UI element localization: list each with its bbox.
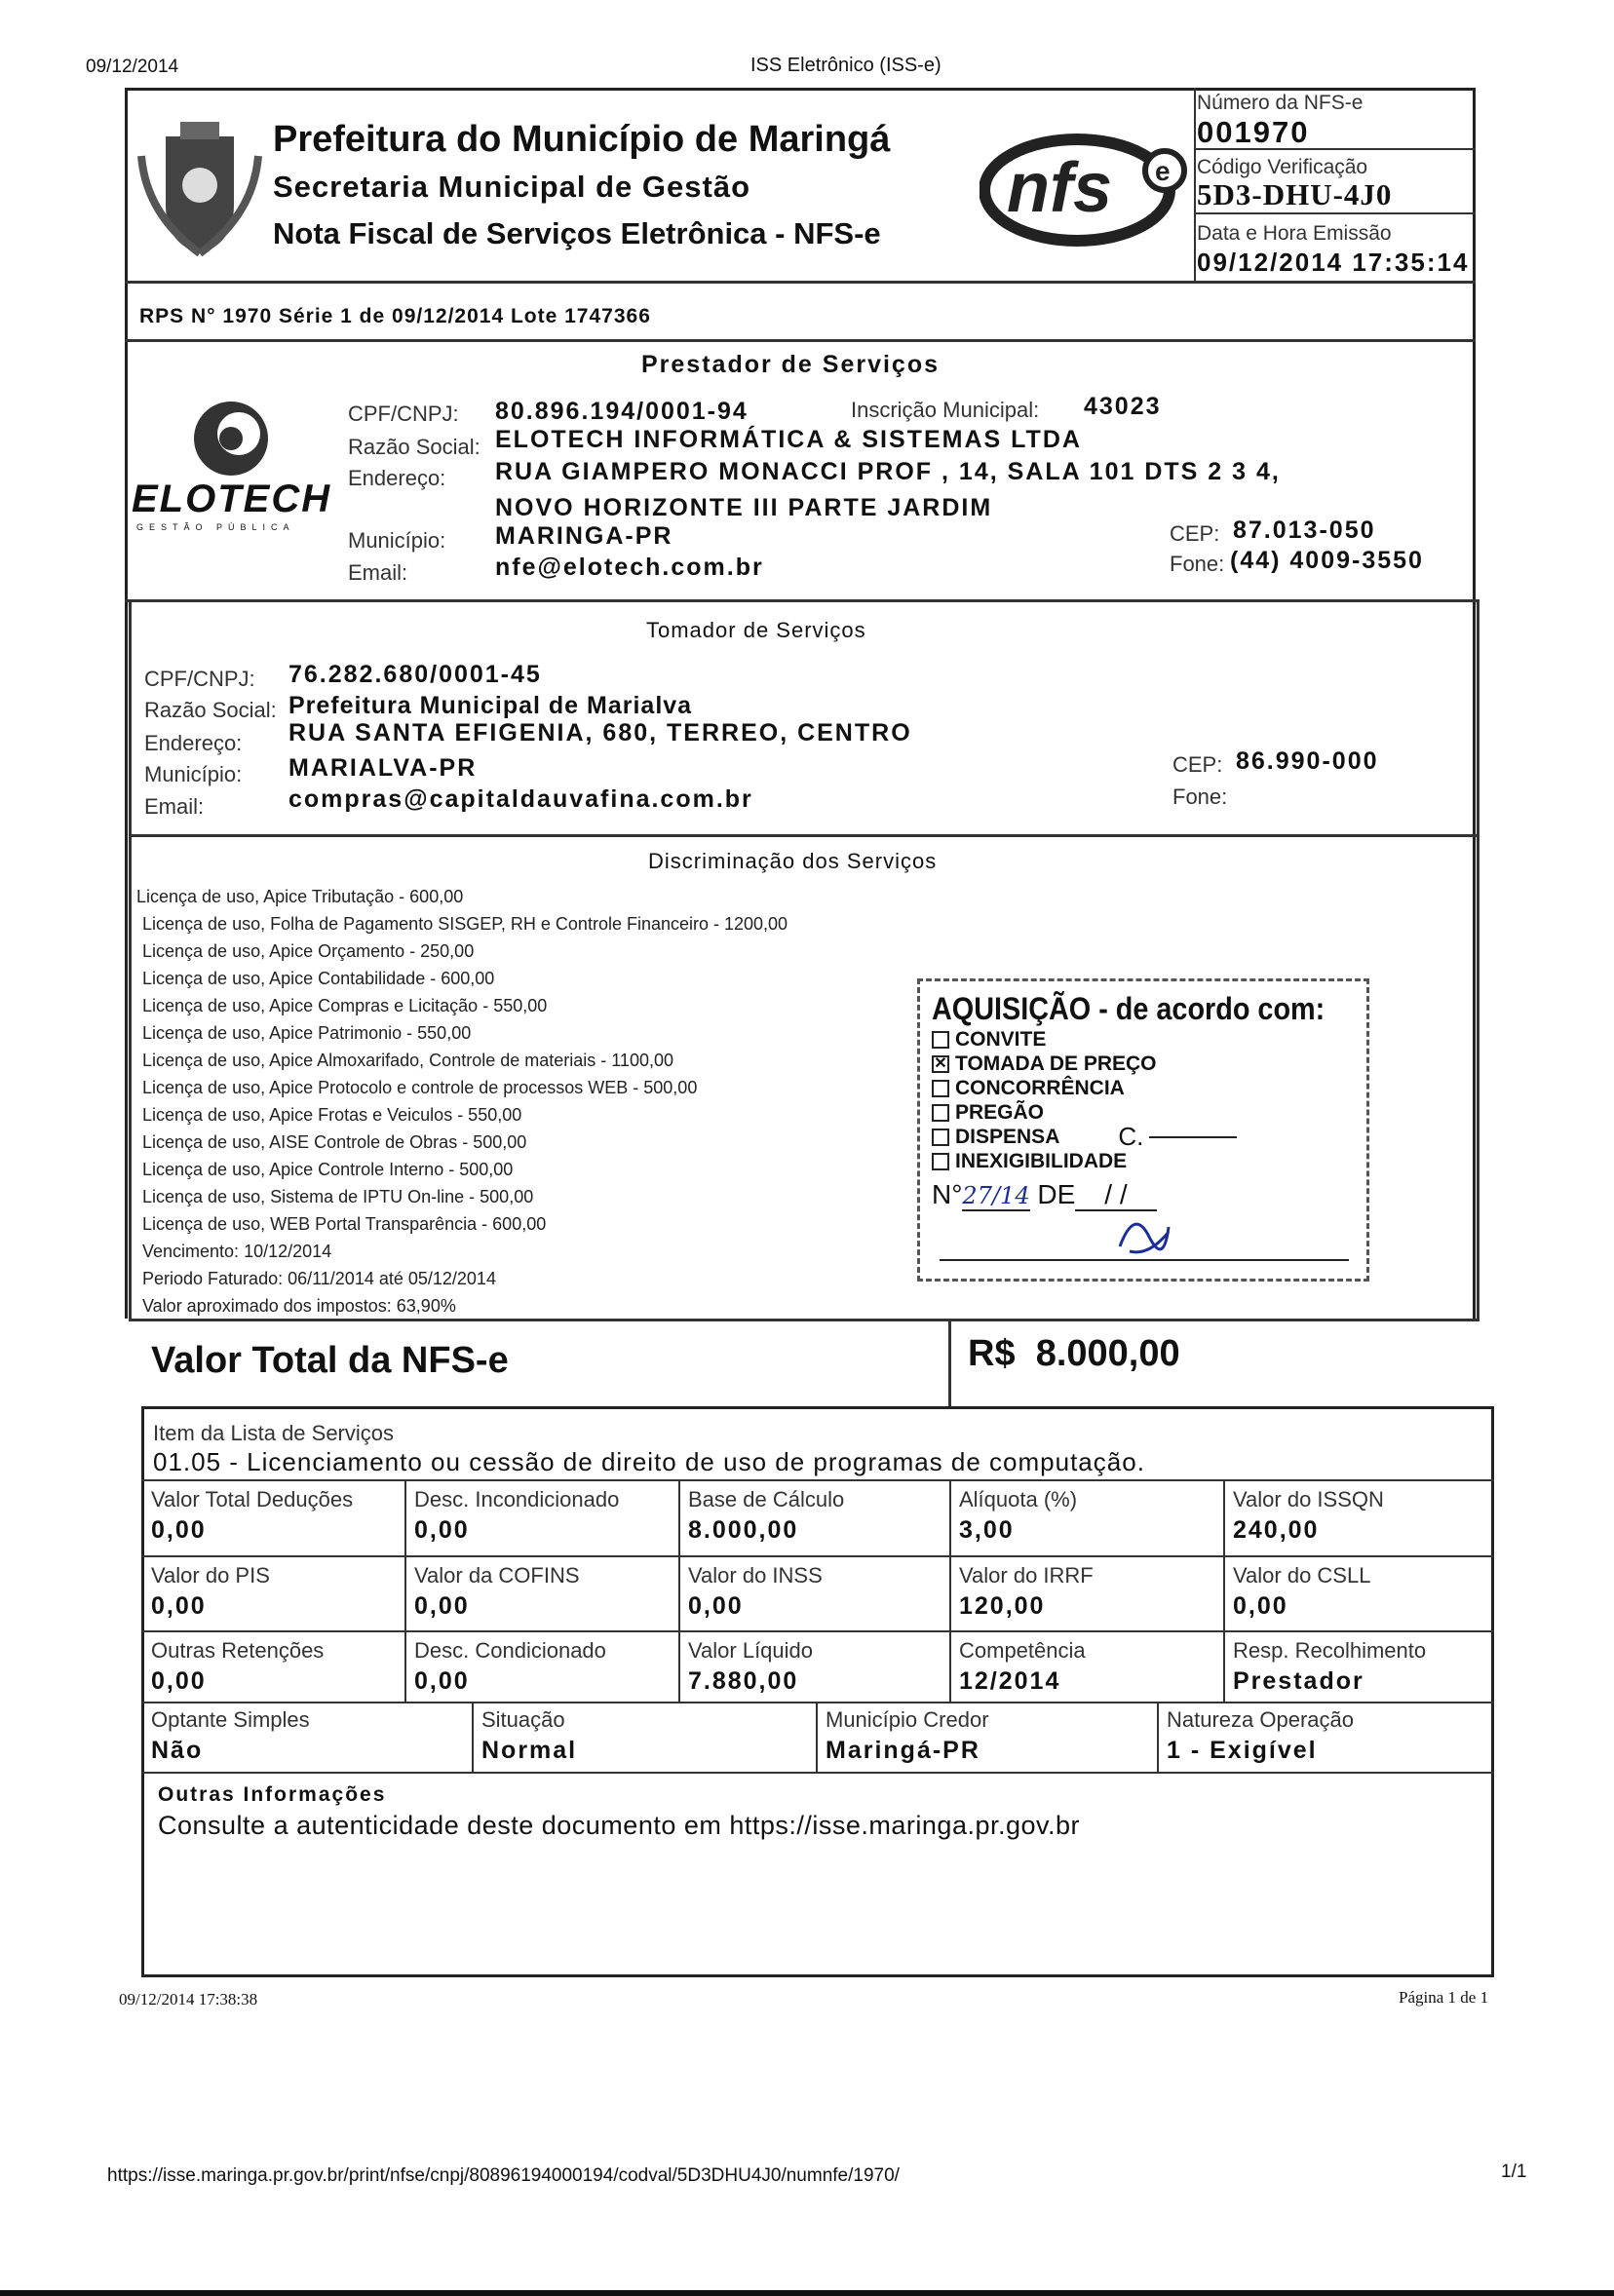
browser-date: 09/12/2014	[86, 57, 179, 77]
scan-edge	[0, 2290, 1614, 2296]
tax-cell: Valor do CSLL 0,00	[1233, 1563, 1371, 1620]
prestador-email: nfe@elotech.com.br	[495, 554, 764, 581]
numero-value: 001970	[1197, 115, 1310, 149]
info-cell: Optante Simples Não	[151, 1707, 310, 1764]
codigo-value: 5D3-DHU-4J0	[1197, 177, 1393, 211]
signature-icon	[940, 1222, 1349, 1261]
browser-page: 1/1	[1501, 2162, 1527, 2182]
tomador-email: compras@capitaldauvafina.com.br	[288, 785, 753, 813]
prestador-endereco-2: NOVO HORIZONTE III PARTE JARDIM	[495, 494, 993, 521]
codigo-label: Código Verificação	[1197, 156, 1368, 178]
tax-cell: Valor do IRRF 120,00	[959, 1563, 1094, 1620]
service-line: Licença de uso, Apice Compras e Licitação - 550,00	[142, 996, 548, 1015]
service-line: Licença de uso, Apice Orçamento - 250,00	[142, 941, 475, 961]
service-line: Licença de uso, Apice Tributação - 600,00	[136, 887, 464, 906]
prestador-razao: ELOTECH INFORMÁTICA & SISTEMAS LTDA	[495, 426, 1082, 453]
prestador-cnpj: 80.896.194/0001-94	[495, 398, 749, 425]
tax-cell: Outras Retenções 0,00	[151, 1638, 325, 1695]
page-number: Página 1 de 1	[1399, 1988, 1489, 2007]
stamp-option-pregao: PREGÃO	[932, 1100, 1355, 1125]
tomador-cnpj-label: CPF/CNPJ:	[144, 667, 255, 691]
data-label: Data e Hora Emissão	[1197, 222, 1392, 245]
rps-line: RPS N° 1970 Série 1 de 09/12/2014 Lote 1747366	[139, 305, 651, 327]
tomador-endereco-label: Endereço:	[144, 731, 243, 755]
checkbox-icon	[932, 1031, 949, 1049]
tax-cell: Valor Líquido 7.880,00	[688, 1638, 814, 1695]
tomador-cnpj: 76.282.680/0001-45	[288, 661, 542, 688]
elotech-logo-icon	[185, 395, 278, 482]
svg-text:nfs: nfs	[1007, 149, 1112, 227]
prestador-fone-label: Fone:	[1170, 552, 1225, 576]
prestador-email-label: Email:	[348, 560, 408, 585]
stamp-option-convite: CONVITE	[932, 1027, 1355, 1052]
prestador-municipio: MARINGA-PR	[495, 522, 673, 550]
data-value: 09/12/2014 17:35:14	[1197, 248, 1470, 277]
total-label: Valor Total da NFS-e	[151, 1340, 509, 1381]
tax-cell: Valor do INSS 0,00	[688, 1563, 823, 1620]
checkbox-icon	[932, 1104, 949, 1122]
tomador-cep: 86.990-000	[1236, 747, 1379, 775]
outras-text: Consulte a autenticidade deste documento em https://isse.maringa.pr.gov.br	[158, 1811, 1081, 1840]
item-lista-value: 01.05 - Licenciamento ou cessão de direito de uso de programas de computação.	[153, 1447, 1145, 1476]
tax-cell: Resp. Recolhimento Prestador	[1233, 1638, 1427, 1695]
info-cell: Situação Normal	[481, 1707, 578, 1764]
tax-cell: Desc. Condicionado 0,00	[414, 1638, 606, 1695]
service-line: Licença de uso, Apice Controle Interno - 500,00	[142, 1160, 514, 1179]
prestador-endereco-label: Endereço:	[348, 466, 446, 490]
tomador-endereco: RUA SANTA EFIGENIA, 680, TERREO, CENTRO	[288, 719, 912, 746]
tax-cell: Competência 12/2014	[959, 1638, 1086, 1695]
services-list	[136, 883, 788, 1320]
tax-cell: Valor Total Deduções 0,00	[151, 1487, 354, 1544]
prestador-endereco: RUA GIAMPERO MONACCI PROF , 14, SALA 101 DTS 2 3 4,	[495, 458, 1281, 485]
tomador-razao-label: Razão Social:	[144, 698, 277, 722]
header-doc-type: Nota Fiscal de Serviços Eletrônica - NFS-e	[273, 216, 881, 250]
prestador-im-label: Inscrição Municipal:	[851, 398, 1040, 422]
stamp-number-line: N°27/14 DE / /	[932, 1179, 1355, 1210]
tomador-email-label: Email:	[144, 794, 205, 819]
tomador-cep-label: CEP:	[1172, 752, 1223, 777]
tax-cell: Alíquota (%) 3,00	[959, 1487, 1078, 1544]
outras-label: Outras Informações	[158, 1783, 387, 1806]
coat-of-arms-icon	[136, 117, 263, 263]
info-cell: Natureza Operação 1 - Exigível	[1167, 1707, 1354, 1764]
tomador-fone-label: Fone:	[1172, 784, 1228, 809]
browser-url: https://isse.maringa.pr.gov.br/print/nfse/cnpj/80896194000194/codval/5D3DHU4J0/numnfe/1970/	[107, 2165, 900, 2186]
total-value: R$ 8.000,00	[968, 1333, 1180, 1374]
svg-text:e: e	[1155, 156, 1171, 186]
service-line: Licença de uso, Apice Frotas e Veiculos - 550,00	[142, 1105, 522, 1125]
service-line: Licença de uso, WEB Portal Transparência - 600,00	[142, 1214, 547, 1234]
tax-cell: Valor do ISSQN 240,00	[1233, 1487, 1384, 1544]
nfse-logo-icon	[980, 122, 1189, 249]
stamp-option-tomada: ✕ TOMADA DE PREÇO	[932, 1052, 1355, 1076]
stamp-option-dispensa: DISPENSA C.	[932, 1125, 1355, 1149]
prestador-razao-label: Razão Social:	[348, 435, 480, 459]
elotech-logo-sub: GESTÃO PÚBLICA	[136, 522, 295, 532]
header-title: Prefeitura do Município de Maringá	[273, 119, 891, 160]
tomador-municipio-label: Município:	[144, 762, 243, 786]
browser-title: ISS Eletrônico (ISS-e)	[750, 55, 942, 76]
prestador-fone: (44) 4009-3550	[1230, 547, 1424, 574]
prestador-cep-label: CEP:	[1170, 521, 1220, 546]
checkbox-checked-icon: ✕	[932, 1055, 949, 1073]
tax-cell: Desc. Incondicionado 0,00	[414, 1487, 620, 1544]
prestador-municipio-label: Município:	[348, 528, 446, 553]
checkbox-icon	[932, 1129, 949, 1146]
discriminacao-title: Discriminação dos Serviços	[648, 849, 938, 873]
checkbox-icon	[932, 1153, 949, 1170]
vencimento: Vencimento: 10/12/2014	[142, 1242, 332, 1261]
tomador-razao: Prefeitura Municipal de Marialva	[288, 692, 693, 719]
info-cell: Município Credor Maringá-PR	[826, 1707, 989, 1764]
elotech-logo-text: ELOTECH	[132, 478, 332, 520]
item-lista-label: Item da Lista de Serviços	[153, 1421, 395, 1445]
header-subtitle: Secretaria Municipal de Gestão	[273, 170, 751, 204]
service-line: Licença de uso, Apice Patrimonio - 550,00	[142, 1023, 472, 1043]
service-line: Licença de uso, AISE Controle de Obras - 500,00	[142, 1132, 527, 1152]
periodo-faturado: Periodo Faturado: 06/11/2014 até 05/12/2014	[142, 1269, 496, 1288]
service-line: Licença de uso, Apice Contabilidade - 600,00	[142, 969, 495, 988]
service-line: Licença de uso, Apice Protocolo e controle de processos WEB - 500,00	[142, 1078, 698, 1097]
print-timestamp: 09/12/2014 17:38:38	[119, 1990, 258, 2009]
service-line: Licença de uso, Folha de Pagamento SISGEP, RH e Controle Financeiro - 1200,00	[142, 914, 788, 934]
prestador-cep: 87.013-050	[1233, 517, 1376, 544]
prestador-title: Prestador de Serviços	[641, 351, 941, 378]
checkbox-icon	[932, 1080, 949, 1097]
stamp-title: AQUISIÇÃO - de acordo com:	[932, 991, 1326, 1026]
acquisition-stamp	[917, 978, 1369, 1282]
numero-label: Número da NFS-e	[1197, 92, 1364, 114]
impostos-aproximados: Valor aproximado dos impostos: 63,90%	[142, 1296, 456, 1316]
tax-cell: Base de Cálculo 8.000,00	[688, 1487, 845, 1544]
tax-cell: Valor do PIS 0,00	[151, 1563, 270, 1620]
tomador-municipio: MARIALVA-PR	[288, 754, 478, 782]
prestador-cnpj-label: CPF/CNPJ:	[348, 402, 459, 426]
stamp-option-concorrencia: CONCORRÊNCIA	[932, 1076, 1355, 1100]
stamp-option-inexigibilidade: INEXIGIBILIDADE	[932, 1149, 1355, 1173]
service-line: Licença de uso, Apice Almoxarifado, Controle de materiais - 1100,00	[142, 1051, 673, 1070]
prestador-im: 43023	[1084, 393, 1162, 420]
service-line: Licença de uso, Sistema de IPTU On-line - 500,00	[142, 1187, 534, 1206]
tax-cell: Valor da COFINS 0,00	[414, 1563, 580, 1620]
tomador-title: Tomador de Serviços	[646, 618, 866, 642]
